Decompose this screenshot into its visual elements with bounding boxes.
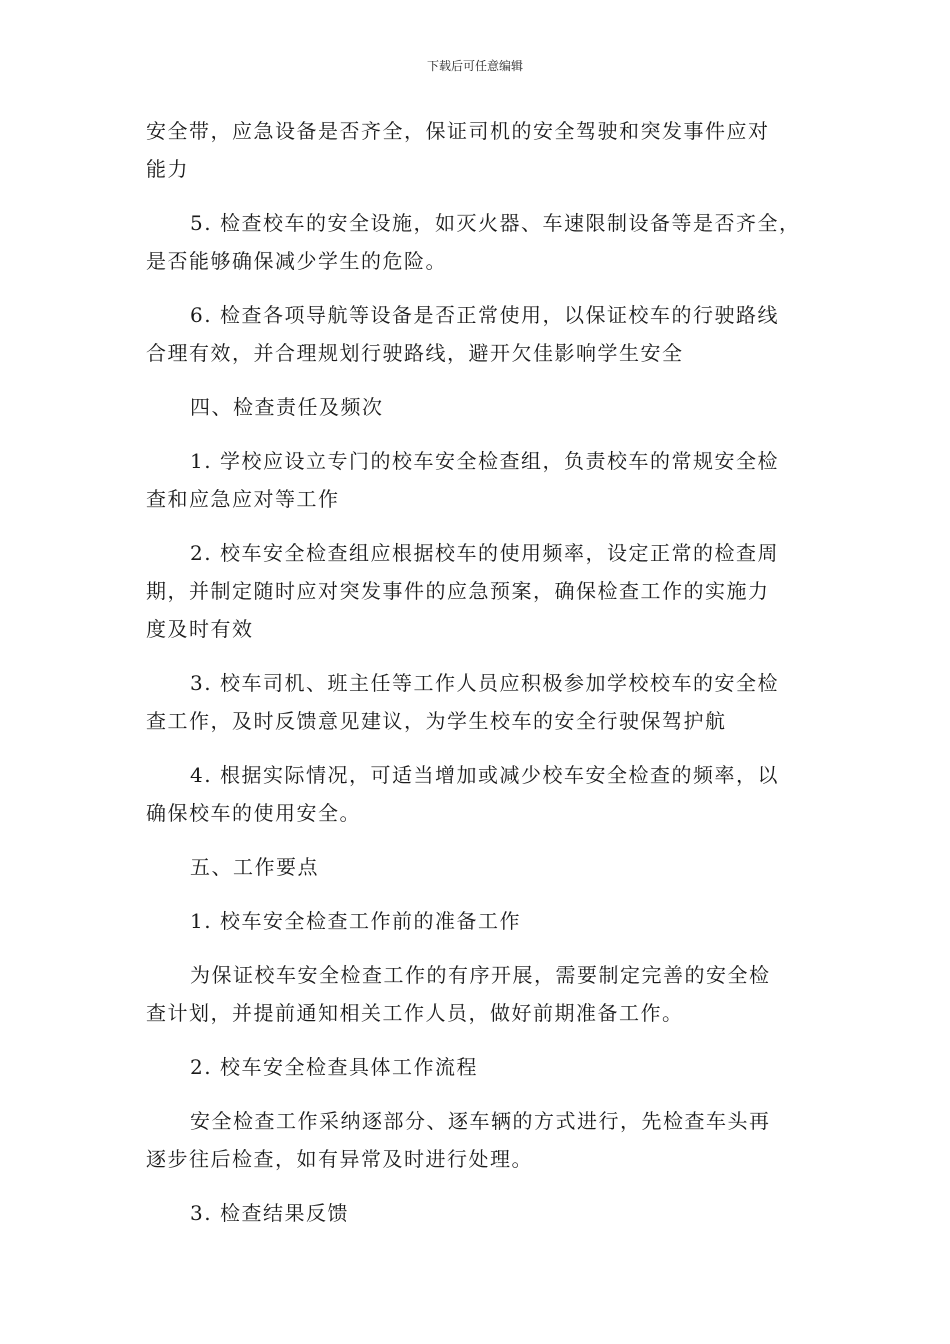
text-line: 5. 检查校车的安全设施，如灭火器、车速限制设备等是否齐全， (190, 211, 801, 235)
text-line: 合理有效，并合理规划行驶路线，避开欠佳影响学生安全 (146, 341, 684, 365)
section-heading (146, 848, 818, 886)
text-line: 查工作，及时反馈意见建议，为学生校车的安全行驶保驾护航 (146, 709, 727, 733)
text-line: 度及时有效 (146, 617, 254, 641)
text-line: 6. 检查各项导航等设备是否正常使用，以保证校车的行驶路线 (190, 303, 779, 327)
text-line: 安全检查工作采纳逐部分、逐车辆的方式进行，先检查车头再 (190, 1109, 771, 1133)
text-line: 确保校车的使用安全。 (146, 801, 361, 825)
text-line: 为保证校车安全检查工作的有序开展，需要制定完善的安全检 (190, 963, 771, 987)
text-line: 逐步往后检查，如有异常及时进行处理。 (146, 1147, 533, 1171)
text-line: 1. 学校应设立专门的校车安全检查组，负责校车的常规安全检 (190, 449, 779, 473)
paragraph (146, 534, 818, 648)
text-line: 查计划，并提前通知相关工作人员，做好前期准备工作。 (146, 1001, 684, 1025)
paragraph (146, 902, 818, 940)
section-heading (146, 388, 818, 426)
paragraph (146, 664, 818, 740)
paragraph (146, 442, 818, 518)
paragraph (146, 956, 818, 1032)
text-line: 2. 校车安全检查组应根据校车的使用频率，设定正常的检查周 (190, 541, 779, 565)
text-line: 2. 校车安全检查具体工作流程 (190, 1055, 478, 1079)
paragraph (146, 1194, 818, 1232)
text-line: 安全带，应急设备是否齐全，保证司机的安全驾驶和突发事件应对 (146, 119, 770, 143)
paragraph (146, 112, 818, 188)
text-line: 是否能够确保减少学生的危险。 (146, 249, 447, 273)
text-line: 能力 (146, 157, 189, 181)
text-line: 四、检查责任及频次 (190, 395, 384, 419)
text-line: 4. 根据实际情况，可适当增加或减少校车安全检查的频率，以 (190, 763, 779, 787)
text-line: 查和应急应对等工作 (146, 487, 340, 511)
paragraph (146, 204, 818, 280)
text-line: 3. 检查结果反馈 (190, 1201, 349, 1225)
text-line: 1. 校车安全检查工作前的准备工作 (190, 909, 521, 933)
paragraph (146, 1048, 818, 1086)
paragraph (146, 296, 818, 372)
document-body (146, 112, 818, 1248)
page-header: 下载后可任意编辑 (426, 59, 523, 73)
text-line: 3. 校车司机、班主任等工作人员应积极参加学校校车的安全检 (190, 671, 779, 695)
text-line: 期，并制定随时应对突发事件的应急预案，确保检查工作的实施力 (146, 579, 770, 603)
paragraph (146, 756, 818, 832)
paragraph (146, 1102, 818, 1178)
text-line: 五、工作要点 (190, 855, 319, 879)
